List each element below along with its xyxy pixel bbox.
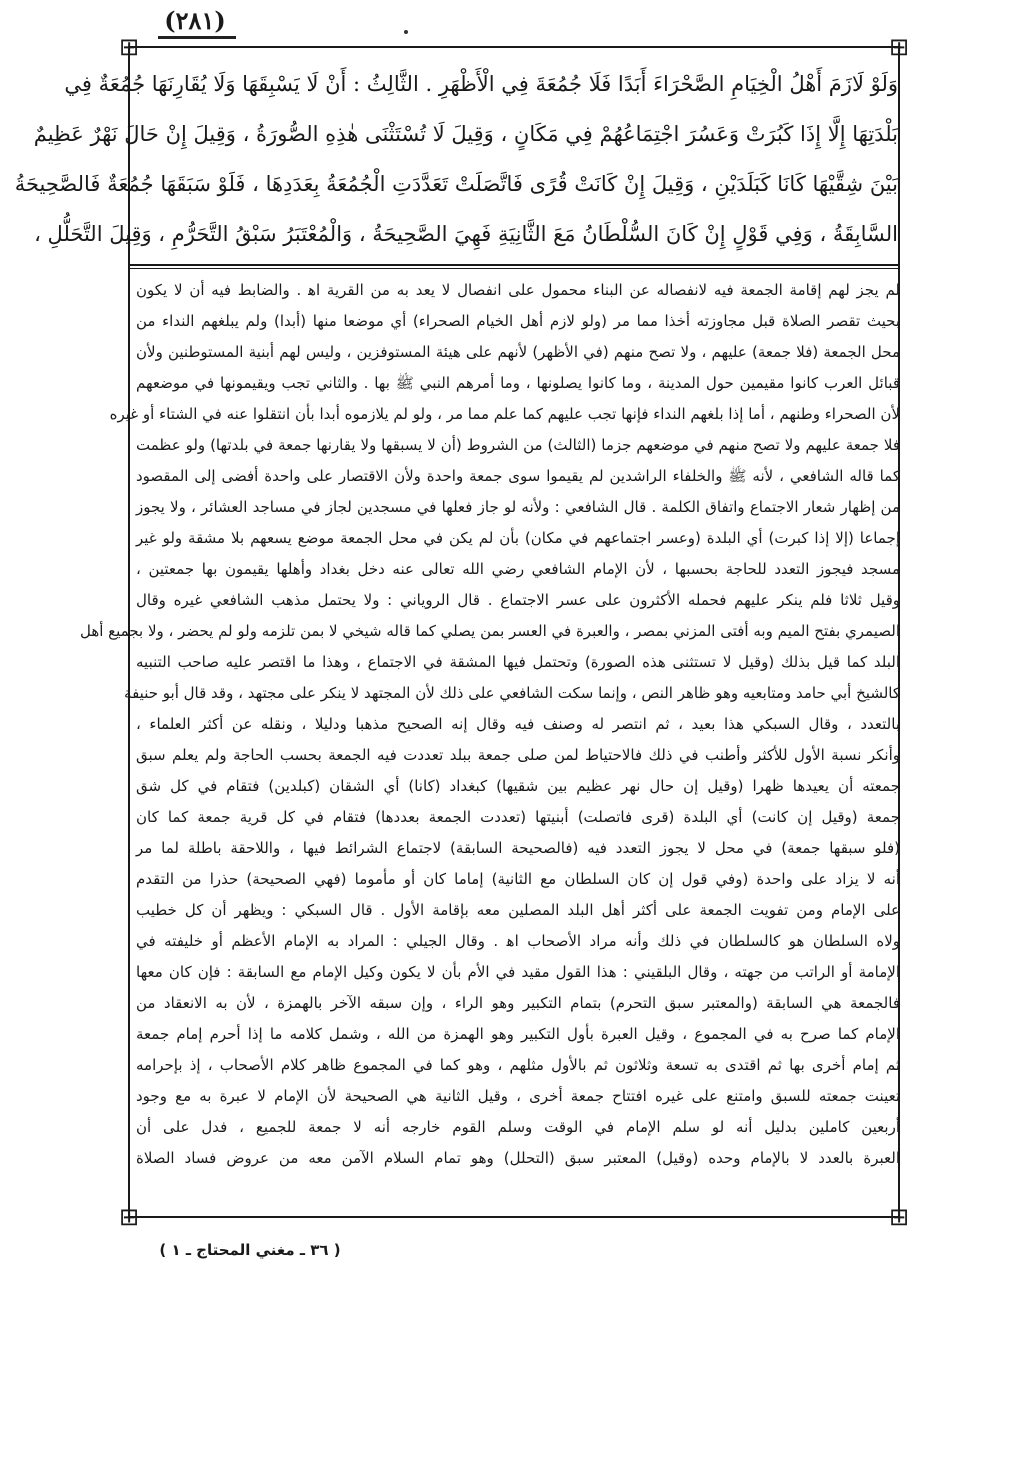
matn-line: بَيْنَ شِقَّيْهَا كَانَا كَبَلَدَيْنِ ، وَقِيلَ إِنْ كَانَتْ قُرًى فَاتَّصَلَتْ تَعَدَّدَتِ الْجُمُعَةُ بِعَدَدِهَا ، فَلَوْ سَبَقَهَا جُمُعَةٌ فَالصَّحِيحَةُ (14, 172, 898, 196)
sharh-line: كما قاله الشافعي ، لأنه ﷺ والخلفاء الراشدين لم يقيموا سوى جمعة واحدة ولأن الاقتصار على واحدة أفضى إلى المقصود (136, 467, 900, 485)
sharh-line: ثم إمام أخرى بها ثم اقتدى به تسعة وثلاثون ثم بالأول مثلهم ، وهو كما في المجموع ظاهر كلام الأصحاب ، إذ بإحرامه (136, 1056, 900, 1074)
sharh-line: البلد كما قيل بذلك (وقيل لا تستثنى هذه الصورة) وتحتمل فيها المشقة في الاجتماع ، وهذا ما اقتصر عليه صاحب التنبيه (136, 653, 900, 671)
ink-speck (404, 30, 408, 34)
matn-line: بَلْدَتِهَا إِلَّا إِذَا كَبُرَتْ وَعَسُرَ اجْتِمَاعُهُمْ فِي مَكَانٍ ، وَقِيلَ لَا تُسْتَثْنَى هٰذِهِ الصُّورَةُ ، وَقِيلَ إِنْ حَالَ نَهْرٌ عَظِيمٌ (33, 122, 898, 146)
matn-line: السَّابِقَةُ ، وَفِي قَوْلٍ إِنْ كَانَ السُّلْطَانُ مَعَ الثَّانِيَةِ فَهِيَ الصَّحِيحَةُ ، وَالْمُعْتَبَرُ سَبْقُ التَّحَرُّمِ ، وَقِيلَ التَّحَلُّلِ ، (34, 222, 898, 246)
sharh-line: لأن الصحراء وطنهم ، أما إذا بلغهم النداء فإنها تجب عليهم كما علم مما مر ، ولو لم يلازموه أبدا بأن انتقلوا عنه في الشتاء أو غيره (109, 405, 900, 423)
matn-block (14, 64, 898, 260)
sharh-line: الإمامة أو الراتب من جهته ، وقال البلقيني : هذا القول مقيد في الأم بأن لا يكون وكيل الإمام مع السابقة : فإن كان معها (136, 963, 900, 981)
corner-ornament-bottom-right: ⊞ (888, 1203, 910, 1231)
sharh-line: الصيمري بفتح الميم وبه أفتى المزني بمصر ، والعبرة في العسر بمن يصلي كما قاله شيخي لا بمن تلزمه ولو لم يحضر ، ولا بجميع أهل (79, 622, 900, 640)
sharh-line: إجماعا (إلا إذا كبرت) أي البلدة (وعسر اجتماعهم في مكان) بأن لم يكن في محل الجمعة موضع يسعهم بلا مشقة ولو غير (136, 529, 900, 547)
section-divider-rule (130, 264, 898, 266)
sharh-line: العبرة بالعدد لا بالإمام وحده (وقيل) المعتبر سبق (التحلل) وهو تمام السلام الآمن معه من عروض فساد الصلاة (136, 1149, 900, 1167)
sharh-line: فالجمعة هي السابقة (والمعتبر سبق التحرم) بتمام التكبير وهو الراء ، وإن سبقه الآخر بالهمزة ، لأن به الانعقاد من (136, 994, 900, 1012)
sharh-line: (فلو سبقها جمعة) في محل لا يجوز التعدد فيه (فالصحيحة السابقة) لاجتماع الشرائط فيها ، واللاحقة باطلة لما مر (136, 839, 900, 857)
sharh-line: جمعته أن يعيدها ظهرا (وقيل إن حال نهر عظيم بين شقيها) كبغداد (كانا) أي الشقان (كبلدين) فتقام في كل شق (136, 777, 900, 795)
sharh-line: قبائل العرب كانوا مقيمين حول المدينة ، وما كانوا يصلونها ، وما أمرهم النبي ﷺ بها . والثاني تجب ويقيمونها في موضعهم (136, 374, 900, 392)
sharh-line: بحيث تقصر الصلاة قبل مجاوزته أخذا مما مر (ولو لازم أهل الخيام الصحراء) أي موضعا منها (أبدا) ولم يبلغهم النداء من (136, 312, 900, 330)
sharh-line: جمعة (وقيل إن كانت) أي البلدة (قرى فاتصلت) أبنيتها (تعددت الجمعة بعددها) فتقام في كل قرية جمعة كما كان (136, 808, 900, 826)
footer-signature: ( ٣٦ ـ مغني المحتاج ـ ١ ) (159, 1241, 341, 1259)
sharh-line: لم يجز لهم إقامة الجمعة فيه لانفصاله عن البناء محمول على انفصال لا يعد به من القرية اﻫ . والضابط فيه أن لا يكون (136, 281, 900, 299)
sharh-line: أنه لا يزاد على واحدة (وفي قول إن كان السلطان مع الثانية) إماما كان أو مأموما (فهي الصحيحة) حذرا من التقدم (136, 870, 900, 888)
frame-bottom-rule (128, 1216, 900, 1218)
sharh-line: أربعين كاملين بدليل أنه لو سلم الإمام في الوقت وسلم القوم خارجه أنه لا جمعة للجميع ، فدل على أن (136, 1118, 900, 1136)
sharh-line: الإمام كما صرح به في المجموع ، وقيل العبرة بأول التكبير وهو الهمزة من الله ، وشمل كلامه ما إذا أحرم إمام جمعة (136, 1025, 900, 1043)
sharh-line: كالشيخ أبي حامد ومتابعيه وهو ظاهر النص ، وإنما سكت الشافعي على ذلك لأن المجتهد لا ينكر على مجتهد ، وقد قال أبو حنيفة (124, 684, 900, 702)
sharh-line: ولاه السلطان هو كالسلطان في ذلك وأنه مراد الأصحاب اﻫ . وقال الجيلي : المراد به الإمام الأعظم أو خليفته في (136, 932, 900, 950)
sharh-line: مسجد فيجوز التعدد للحاجة بحسبها ، لأن الإمام الشافعي رضي الله تعالى عنه دخل بغداد وأهلها يقيمون بها جمعتين ، (136, 560, 900, 578)
sharh-block (79, 276, 900, 1212)
sharh-line: تعينت جمعته للسبق وامتنع على غيره افتتاح جمعة أخرى ، وقيل الثانية هي الصحيحة لأن الإمام لا عبرة به مع وجود (136, 1087, 900, 1105)
corner-ornament-top-right: ⊞ (888, 33, 910, 61)
frame-top-rule (128, 46, 900, 48)
sharh-line: وقيل ثلاثا فلم ينكر عليهم فحمله الأكثرون على عسر الاجتماع . قال الروياني : ولا يحتمل مذهب الشافعي غيره وقال (136, 591, 900, 609)
matn-line: وَلَوْ لَازَمَ أَهْلُ الْخِيَامِ الصَّحْرَاءَ أَبَدًا فَلَا جُمُعَةَ فِي الْأَظْهَرِ . الثَّالِثُ : أَنْ لَا يَسْبِقَهَا وَلَا يُقَارِنَهَا جُمُعَةٌ فِي (64, 72, 898, 96)
corner-ornament-top-left: ⊞ (118, 33, 140, 61)
section-divider-rule-inner (130, 268, 898, 269)
sharh-line: محل الجمعة (فلا جمعة) عليهم ، ولا تصح منهم (في الأظهر) لأنهم على هيئة المستوفزين ، وليس لهم أبنية المستوطنين ولأن (136, 343, 900, 361)
corner-ornament-bottom-left: ⊞ (118, 1203, 140, 1231)
sharh-line: بالتعدد ، وقال السبكي هذا بعيد ، ثم انتصر له وصنف فيه وقال إنه الصحيح مذهبا ودليلا ، ونقله عن أكثر العلماء ، (136, 715, 900, 733)
sharh-line: من إظهار شعار الاجتماع واتفاق الكلمة . قال الشافعي : ولأنه لو جاز فعلها في مسجدين لجاز في مساجد العشائر ، ولا يجوز (136, 498, 900, 516)
sharh-line: على الإمام ومن تفويت الجمعة على أكثر أهل البلد المصلين معه بإقامة الأول . قال السبكي : ويظهر أن كل خطيب (136, 901, 900, 919)
sharh-line: وأنكر نسبة الأول للأكثر وأطنب في ذلك فالاحتياط لمن صلى جمعة ببلد تعددت فيه الجمعة بحسب الحاجة ولم يعلم سبق (136, 746, 900, 764)
sharh-line: فلا جمعة عليهم ولا تصح منهم في موضعهم جزما (الثالث) من الشروط (أن لا يسبقها ولا يقارنها جمعة في بلدتها) ولو عظمت (136, 436, 900, 454)
page-number: (٢٨١) (150, 6, 240, 36)
